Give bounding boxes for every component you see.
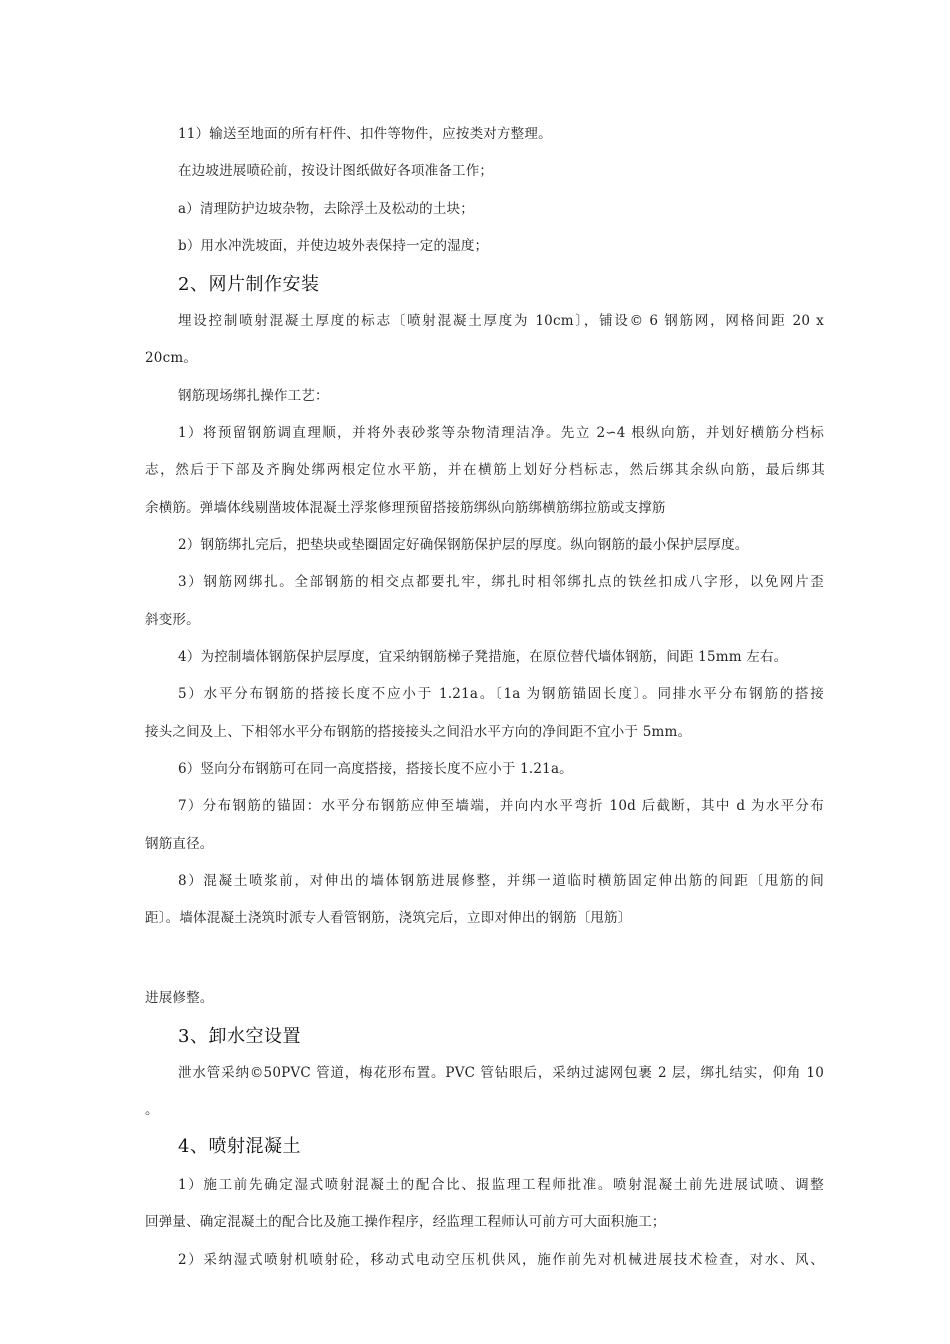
paragraph-line: 在边坡进展喷砼前，按设计图纸做好各项准备工作； (178, 163, 494, 179)
paragraph-line: 泄水管采纳©50PVC 管道，梅花形布置。PVC 管钻眼后，采纳过滤网包裹 2 层，绑扎结实，仰角 10 (178, 1065, 824, 1081)
paragraph-line: 2）采纳湿式喷射机喷射砼，移动式电动空压机供风，施作前先对机械进展技术检查，对水、风、 (178, 1252, 824, 1268)
paragraph-line: 钢筋现场绑扎操作工艺： (178, 388, 329, 404)
paragraph-line: 志，然后于下部及齐胸处绑两根定位水平筋，并在横筋上划好分档标志，然后绑其余纵向筋，最后绑其 (145, 462, 825, 478)
paragraph-line: 接头之间及上、下相邻水平分布钢筋的搭接接头之间沿水平方向的净间距不宜小于 5mm。 (145, 724, 692, 740)
paragraph-line: a）清理防护边坡杂物，去除浮土及松动的土块； (178, 201, 474, 217)
paragraph-line: b）用水冲洗坡面，并使边坡外表保持一定的湿度； (178, 238, 489, 254)
paragraph-line: 8）混凝土喷浆前，对伸出的墙体钢筋进展修整，并绑一道临时横筋固定伸出筋的间距〔甩筋的间 (178, 873, 824, 889)
paragraph-line: 钢筋直径。 (145, 836, 214, 852)
paragraph-line: 4）为控制墙体钢筋保护层厚度，宜采纳钢筋梯子凳措施，在原位替代墙体钢筋，间距 15mm 左右。 (178, 649, 788, 665)
paragraph-line: 3）钢筋网绑扎。全部钢筋的相交点都要扎牢，绑扎时相邻绑扎点的铁丝扣成八字形，以免网片歪 (178, 574, 824, 590)
paragraph-line: 回弹量、确定混凝土的配合比及施工操作程序，经监理工程师认可前方可大面积施工； (145, 1214, 666, 1230)
paragraph-line: 5）水平分布钢筋的搭接长度不应小于 1.21a。〔1a 为钢筋锚固长度〕。同排水平分布钢筋的搭接 (178, 686, 824, 702)
paragraph-line: 埋设控制喷射混凝土厚度的标志〔喷射混凝土厚度为 10cm〕，铺设© 6 钢筋网，网格间距 20 x (178, 313, 824, 329)
section-heading: 3、卸水空设置 (178, 1026, 301, 1047)
paragraph-line: 2）钢筋绑扎完后，把垫块或垫圈固定好确保钢筋保护层的厚度。纵向钢筋的最小保护层厚度。 (178, 537, 749, 553)
paragraph-line: 斜变形。 (145, 612, 200, 628)
paragraph-line: 1）施工前先确定湿式喷射混凝土的配合比、报监理工程师批准。喷射混凝土前先进展试喷、调整 (178, 1177, 824, 1193)
paragraph-line: 距〕。墙体混凝土浇筑时派专人看管钢筋，浇筑完后，立即对伸出的钢筋〔甩筋〕 (145, 910, 632, 926)
paragraph-line: 11）输送至地面的所有杆件、扣件等物件，应按类对方整理。 (178, 126, 552, 142)
paragraph-line: 6）竖向分布钢筋可在同一高度搭接，搭接长度不应小于 1.21a。 (178, 761, 573, 777)
paragraph-line: 进展修整。 (145, 990, 214, 1006)
paragraph-line: 。 (145, 1102, 159, 1118)
section-heading: 4、喷射混凝土 (178, 1136, 301, 1157)
paragraph-line: 余横筋。弹墙体线剔凿坡体混凝土浮浆修理预留搭接筋绑纵向筋绑横筋绑拉筋或支撑筋 (145, 500, 666, 516)
section-heading: 2、网片制作安装 (178, 274, 320, 295)
paragraph-line: 20cm。 (145, 350, 198, 366)
paragraph-line: 7）分布钢筋的锚固：水平分布钢筋应伸至墙端，并向内水平弯折 10d 后截断，其中 d 为水平分布 (178, 798, 824, 814)
paragraph-line: 1）将预留钢筋调直理顺，并将外表砂浆等杂物清理洁净。先立 2∽4 根纵向筋，并划好横筋分档标 (178, 425, 824, 441)
